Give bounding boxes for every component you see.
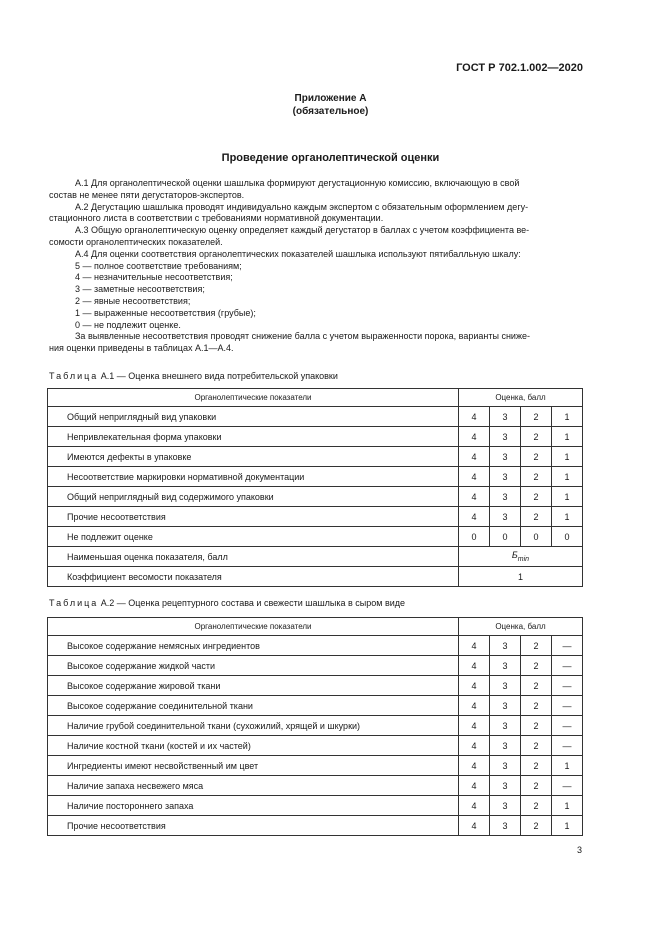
table-row (48, 716, 583, 736)
score-cell: 4 (459, 407, 490, 427)
score-cell: 4 (459, 676, 490, 696)
paragraph-a3-line2: сомости органолептических показателей. (49, 236, 223, 247)
score-cell: 4 (459, 756, 490, 776)
score-cell: 2 (521, 447, 552, 467)
score-cell: 2 (521, 736, 552, 756)
score-cell: 2 (521, 716, 552, 736)
column-header-score: Оценка, балл (459, 618, 583, 636)
scale-item: 2 — явные несоответствия; (75, 295, 191, 306)
table-row (48, 736, 583, 756)
column-header-score: Оценка, балл (459, 389, 583, 407)
score-cell: 3 (490, 467, 521, 487)
coefficient-row (48, 567, 583, 587)
paragraph-a2-line1: А.2 Дегустацию шашлыка проводят индивидуально каждым экспертом с обязательным оформлением дегу- (75, 201, 529, 212)
score-cell: 2 (521, 507, 552, 527)
row-label: Несоответствие маркировки нормативной документации (48, 467, 459, 487)
score-cell: 3 (490, 776, 521, 796)
coefficient-value: 1 (459, 567, 583, 587)
table-row (48, 636, 583, 656)
scale-item: 3 — заметные несоответствия; (75, 284, 205, 295)
row-label: Ингредиенты имеют несвойственный им цвет (48, 756, 459, 776)
row-label: Высокое содержание немясных ингредиентов (48, 636, 459, 656)
score-cell: 4 (459, 796, 490, 816)
score-cell: — (552, 676, 583, 696)
body-text (49, 178, 582, 355)
score-cell: 4 (459, 636, 490, 656)
score-cell: 2 (521, 756, 552, 776)
table-row (48, 676, 583, 696)
scale-item: 5 — полное соответствие требованиям; (75, 260, 242, 271)
score-cell: 2 (521, 816, 552, 836)
table-header-row (48, 389, 583, 407)
table1-body (48, 407, 583, 587)
score-cell: 2 (521, 696, 552, 716)
score-cell: 2 (521, 676, 552, 696)
score-cell: 2 (521, 776, 552, 796)
score-cell: 3 (490, 636, 521, 656)
table2-body (48, 636, 583, 836)
score-cell: — (552, 736, 583, 756)
score-cell: 3 (490, 487, 521, 507)
score-cell: 0 (490, 527, 521, 547)
paragraph-a3-line1: А.3 Общую органолептическую оценку определяет каждый дегустатор в баллах с учетом коэффициента ве- (75, 225, 530, 236)
score-cell: 4 (459, 696, 490, 716)
table-header-row (48, 618, 583, 636)
row-label: Наличие костной ткани (костей и их частей) (48, 736, 459, 756)
score-cell: 2 (521, 487, 552, 507)
score-cell: 4 (459, 816, 490, 836)
score-cell: 2 (521, 796, 552, 816)
table-row (48, 756, 583, 776)
scale-item: 0 — не подлежит оценке. (75, 319, 181, 330)
column-header-indicators: Органолептические показатели (48, 618, 459, 636)
score-cell: 0 (459, 527, 490, 547)
table-row (48, 696, 583, 716)
score-cell: 4 (459, 467, 490, 487)
score-cell: — (552, 776, 583, 796)
paragraph-a1-line1: А.1 Для органолептической оценки шашлыка формируют дегустационную комиссию, включающую в свой (75, 178, 520, 188)
appendix-heading (0, 92, 661, 118)
row-label: Коэффициент весомости показателя (48, 567, 459, 587)
table2-caption (49, 598, 405, 608)
paragraph-final-line2: ния оценки приведены в таблицах А.1—А.4. (49, 343, 234, 354)
row-label: Имеются дефекты в упаковке (48, 447, 459, 467)
page-number: 3 (576, 845, 582, 855)
row-label: Непривлекательная форма упаковки (48, 427, 459, 447)
score-cell: 0 (552, 527, 583, 547)
row-label: Наличие грубой соединительной ткани (сухожилий, хрящей и шкурки) (48, 716, 459, 736)
scale-item: 4 — незначительные несоответствия; (75, 272, 233, 283)
score-cell: 3 (490, 796, 521, 816)
score-cell: 2 (521, 467, 552, 487)
scale-item: 1 — выраженные несоответствия (грубые); (75, 307, 256, 318)
table1-caption-text: А.1 — Оценка внешнего вида потребительской упаковки (98, 371, 338, 381)
table-row (48, 796, 583, 816)
score-cell: 1 (552, 756, 583, 776)
table1-caption-word: Таблица (49, 371, 99, 381)
row-label: Высокое содержание жировой ткани (48, 676, 459, 696)
score-cell: 3 (490, 816, 521, 836)
table-row (48, 467, 583, 487)
table2-caption-text: А.2 — Оценка рецептурного состава и свежести шашлыка в сыром виде (98, 598, 406, 608)
row-label: Общий неприглядный вид содержимого упаковки (48, 487, 459, 507)
row-label: Наличие постороннего запаха (48, 796, 459, 816)
score-cell: — (552, 696, 583, 716)
column-header-indicators: Органолептические показатели (48, 389, 459, 407)
row-label: Высокое содержание жидкой части (48, 656, 459, 676)
score-cell: 4 (459, 736, 490, 756)
row-label: Наличие запаха несвежего мяса (48, 776, 459, 796)
row-label: Наименьшая оценка показателя, балл (48, 547, 459, 567)
min-score-subscript: min (517, 555, 530, 563)
score-cell: 3 (490, 407, 521, 427)
row-label: Прочие несоответствия (48, 816, 459, 836)
min-score-symbol (511, 550, 530, 563)
table-row (48, 447, 583, 467)
score-cell: — (552, 636, 583, 656)
table-row (48, 816, 583, 836)
document-code: ГОСТ Р 702.1.002—2020 (456, 62, 583, 74)
score-cell: 3 (490, 736, 521, 756)
table-row (48, 527, 583, 547)
score-cell: 1 (552, 487, 583, 507)
row-label: Прочие несоответствия (48, 507, 459, 527)
row-label: Не подлежит оценке (48, 527, 459, 547)
min-score-letter: Б (511, 550, 518, 561)
score-cell: — (552, 716, 583, 736)
score-cell: 2 (521, 427, 552, 447)
score-cell: 1 (552, 467, 583, 487)
appendix-title: Приложение А (294, 93, 367, 104)
row-label: Общий неприглядный вид упаковки (48, 407, 459, 427)
score-cell: 4 (459, 507, 490, 527)
score-cell: 4 (459, 656, 490, 676)
table-row (48, 407, 583, 427)
score-cell: 1 (552, 507, 583, 527)
score-cell: 1 (552, 796, 583, 816)
score-cell: 4 (459, 716, 490, 736)
score-cell: 1 (552, 816, 583, 836)
score-cell: 3 (490, 507, 521, 527)
row-label: Высокое содержание соединительной ткани (48, 696, 459, 716)
table-row (48, 776, 583, 796)
table-row (48, 487, 583, 507)
score-cell: 3 (490, 716, 521, 736)
table2-caption-word: Таблица (49, 598, 99, 608)
min-score-row (48, 547, 583, 567)
score-cell: 3 (490, 447, 521, 467)
score-cell: 1 (552, 407, 583, 427)
paragraph-a1-line2: состав не менее пяти дегустаторов-экспертов. (49, 189, 245, 200)
score-cell: 0 (521, 527, 552, 547)
score-cell: 1 (552, 427, 583, 447)
score-cell: 3 (490, 696, 521, 716)
score-cell: 4 (459, 447, 490, 467)
min-score-value (459, 547, 583, 567)
section-title: Проведение органолептической оценки (221, 152, 440, 164)
table-a2 (47, 617, 583, 836)
score-cell: 3 (490, 656, 521, 676)
table1-caption (49, 371, 338, 381)
paragraph-a2-line2: стационного листа в соответствии с требованиями нормативной документации. (49, 213, 384, 224)
appendix-status: (обязательное) (292, 106, 369, 117)
score-cell: 2 (521, 656, 552, 676)
score-cell: 1 (552, 447, 583, 467)
table-a1 (47, 388, 583, 587)
paragraph-a4-line1: А.4 Для оценки соответствия органолептических показателей шашлыка используют пятибалльную шкалу: (75, 248, 521, 259)
score-cell: 3 (490, 427, 521, 447)
table-row (48, 507, 583, 527)
score-cell: 2 (521, 407, 552, 427)
score-cell: 4 (459, 776, 490, 796)
score-cell: 4 (459, 487, 490, 507)
paragraph-final-line1: За выявленные несоответствия проводят снижение балла с учетом выраженности порока, варианты сниже- (75, 331, 530, 342)
table-row (48, 656, 583, 676)
score-cell: 2 (521, 636, 552, 656)
score-cell: 3 (490, 676, 521, 696)
score-cell: 3 (490, 756, 521, 776)
score-cell: — (552, 656, 583, 676)
score-cell: 4 (459, 427, 490, 447)
table-row (48, 427, 583, 447)
